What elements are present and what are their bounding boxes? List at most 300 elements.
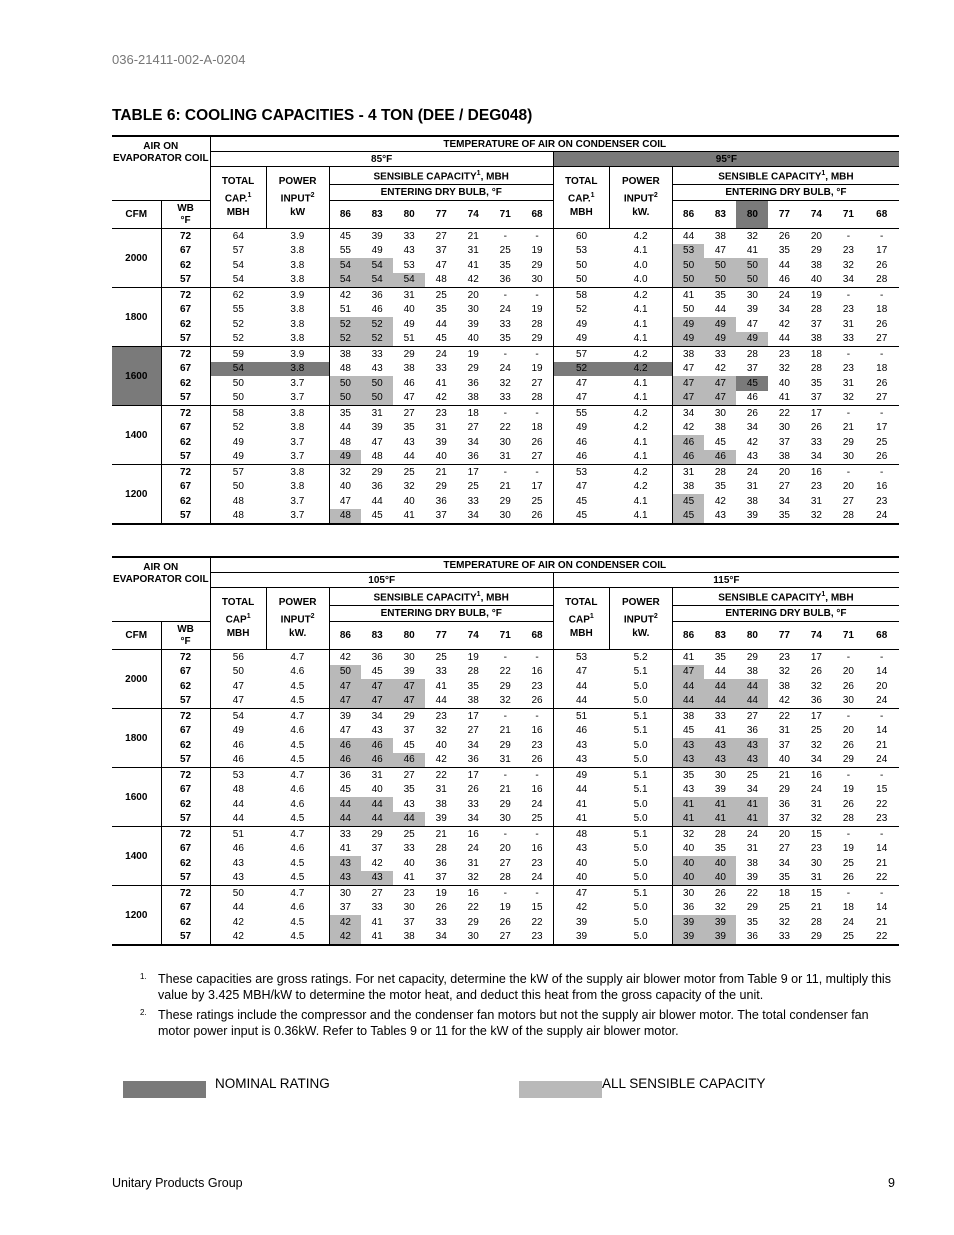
- right-cell: 47: [672, 376, 704, 391]
- left-cell: 34: [457, 812, 489, 827]
- left-cell: 38: [457, 391, 489, 406]
- right-cell: 20: [876, 680, 888, 692]
- left-cell: -: [503, 466, 507, 478]
- right-cell: 19: [810, 289, 822, 301]
- left-cell: 43: [329, 856, 361, 871]
- right-cell: 34: [800, 753, 832, 768]
- right-cell: 5.1: [633, 666, 648, 678]
- right-cell: 5.0: [609, 694, 672, 709]
- table-row: [112, 509, 899, 525]
- right-cell: 40: [768, 753, 800, 768]
- right-cell: 23: [842, 304, 854, 316]
- left-cell: 36: [457, 753, 489, 768]
- left-cell: 3.8: [290, 318, 305, 330]
- right-db-5: 71: [832, 622, 864, 650]
- left-cell: 4.7: [290, 887, 305, 899]
- right-cell: 53: [553, 650, 609, 665]
- left-cell: 46: [329, 738, 361, 753]
- right-cell: 42: [746, 436, 758, 448]
- left-cell: 42: [210, 915, 266, 930]
- right-cell: 38: [714, 422, 726, 434]
- left-cell: 44: [329, 421, 361, 436]
- wb-value: 72: [161, 406, 210, 421]
- left-cell: 3.8: [290, 259, 305, 271]
- right-cell: 23: [842, 245, 854, 257]
- wb-value: 72: [161, 768, 210, 783]
- left-cell: 35: [499, 259, 511, 271]
- table-row: [112, 480, 899, 495]
- left-cell: 54: [329, 258, 361, 273]
- right-cell: 47: [672, 391, 704, 406]
- left-cell: 35: [329, 406, 361, 421]
- document-number: 036-21411-002-A-0204: [112, 52, 246, 67]
- right-db-0: 86: [672, 201, 704, 229]
- left-cell: 35: [403, 422, 415, 434]
- left-cell: 43: [210, 856, 266, 871]
- right-cell: 53: [553, 244, 609, 259]
- left-cell: 19: [531, 245, 543, 257]
- left-cell: 40: [403, 857, 415, 869]
- right-cell: 38: [746, 857, 758, 869]
- left-db-6: 68: [521, 622, 553, 650]
- left-cell: 24: [499, 304, 511, 316]
- left-cell: 33: [371, 902, 383, 914]
- wb-header: WB °F: [161, 622, 210, 650]
- right-temp-label: 115°F: [713, 574, 740, 586]
- left-cell: 35: [467, 680, 479, 692]
- right-db-4: 74: [800, 201, 832, 229]
- left-cell: 21: [499, 725, 511, 737]
- right-cell: 20: [842, 725, 854, 737]
- left-cell: 42: [210, 930, 266, 946]
- cfm-header: CFM: [112, 201, 161, 229]
- left-cell: 17: [467, 466, 479, 478]
- left-cell: 4.5: [266, 694, 329, 709]
- left-cell: 38: [403, 363, 415, 375]
- right-cell: 44: [704, 679, 736, 694]
- left-cell: 32: [403, 481, 415, 493]
- left-cell: 27: [403, 407, 415, 419]
- right-cell: 50: [553, 258, 609, 273]
- left-cell: 28: [531, 318, 543, 330]
- right-cell: 44: [672, 229, 704, 244]
- right-cell: 26: [714, 887, 726, 899]
- right-cell: 32: [800, 812, 832, 827]
- left-cell: 36: [435, 495, 447, 507]
- cfm-value: 1400: [112, 406, 161, 465]
- left-cell: 37: [371, 843, 383, 855]
- right-cell: 23: [778, 348, 790, 360]
- wb-value: 62: [161, 797, 210, 812]
- left-cell: 44: [329, 812, 361, 827]
- right-cell: 39: [672, 930, 704, 946]
- left-cell: 44: [210, 797, 266, 812]
- wb-value: 57: [161, 450, 210, 465]
- left-cell: 39: [435, 436, 447, 448]
- left-cell: 47: [371, 436, 383, 448]
- right-temp-label: 95°F: [715, 153, 737, 165]
- air-on-label: AIR ON EVAPORATOR COIL: [113, 562, 209, 585]
- left-cell: 42: [329, 930, 361, 946]
- table-row: [112, 886, 899, 901]
- left-cell: 45: [371, 666, 383, 678]
- left-cell: 47: [329, 679, 361, 694]
- left-cell: 29: [499, 680, 511, 692]
- left-cell: -: [535, 828, 539, 840]
- left-cell: 4.6: [290, 666, 305, 678]
- header-spacer: [112, 185, 210, 201]
- right-cell: 43: [704, 738, 736, 753]
- left-db-2: 80: [393, 622, 425, 650]
- left-cell: 40: [329, 480, 361, 495]
- cfm-value: 1600: [112, 768, 161, 827]
- right-cell: 4.1: [609, 450, 672, 465]
- left-db-5: 71: [489, 622, 521, 650]
- left-cell: 26: [531, 436, 543, 448]
- right-cell: 5.0: [633, 902, 648, 914]
- right-cell: 39: [672, 915, 704, 930]
- left-temp-label: 105°F: [368, 574, 396, 586]
- left-cell: 45: [425, 332, 457, 347]
- left-cell: 44: [361, 812, 393, 827]
- right-cell: 44: [553, 694, 609, 709]
- right-cell: 49: [704, 317, 736, 332]
- left-entering-db-header: [329, 185, 553, 201]
- left-cell: 29: [499, 798, 511, 810]
- left-cell: -: [503, 769, 507, 781]
- table-row: [112, 303, 899, 318]
- left-cell: 41: [435, 680, 447, 692]
- right-cell: 21: [876, 739, 888, 751]
- right-cell: 49: [553, 317, 609, 332]
- left-cell: 38: [329, 347, 361, 362]
- right-cell: 35: [714, 481, 726, 493]
- left-cell: -: [503, 887, 507, 899]
- right-cell: 43: [714, 510, 726, 522]
- right-cell: 50: [736, 273, 768, 288]
- right-cell: 35: [714, 651, 726, 663]
- right-cell: 4.2: [633, 289, 648, 301]
- left-cell: 48: [329, 362, 361, 377]
- left-cell: 3.9: [290, 348, 305, 360]
- right-cell: 35: [714, 289, 726, 301]
- right-cell: 44: [778, 259, 790, 271]
- left-cell: 29: [435, 481, 447, 493]
- right-cell: 19: [842, 843, 854, 855]
- left-cell: 34: [467, 436, 479, 448]
- right-cell: 5.1: [633, 710, 648, 722]
- table-title: TABLE 6: COOLING CAPACITIES - 4 TON (DEE / DEG048): [112, 107, 533, 124]
- right-cell: -: [880, 289, 884, 301]
- left-cell: 4.7: [290, 769, 305, 781]
- left-cell: 30: [499, 510, 511, 522]
- right-cell: 31: [746, 481, 758, 493]
- table-row: [112, 317, 899, 332]
- right-cell: 42: [778, 318, 790, 330]
- right-cell: 21: [876, 857, 888, 869]
- right-cell: 28: [810, 304, 822, 316]
- right-cell: 44: [736, 679, 768, 694]
- left-cell: 24: [435, 348, 447, 360]
- right-db-3: 77: [768, 201, 800, 229]
- right-cell: 42: [672, 421, 704, 436]
- left-cell: 22: [531, 916, 543, 928]
- left-cell: 18: [531, 422, 543, 434]
- right-cell: 28: [746, 348, 758, 360]
- right-cell: -: [846, 289, 851, 301]
- table-row: [112, 347, 899, 362]
- left-cell: 4.7: [290, 710, 305, 722]
- right-cell: 30: [714, 407, 726, 419]
- left-cell: 40: [435, 739, 447, 751]
- right-cell: 39: [553, 930, 609, 946]
- right-temp-header: [553, 152, 899, 167]
- right-cell: 17: [810, 710, 822, 722]
- left-cell: 26: [521, 753, 553, 768]
- right-db-0: 86: [672, 622, 704, 650]
- right-cell: 40: [553, 856, 609, 871]
- left-cell: 33: [435, 916, 447, 928]
- right-cell: 47: [553, 376, 609, 391]
- right-cell: -: [846, 828, 851, 840]
- left-cell: -: [535, 651, 539, 663]
- right-cell: 57: [553, 347, 609, 362]
- left-temp-header: [210, 152, 553, 167]
- left-total-cap-header: TOTAL CAP$^1$ MBH: [210, 588, 266, 650]
- left-cell: 27: [531, 377, 543, 389]
- table-row: [112, 435, 899, 450]
- left-cell: 52: [210, 317, 266, 332]
- table-row: [112, 842, 899, 857]
- right-cell: 4.1: [633, 318, 648, 330]
- left-cell: 30: [499, 436, 511, 448]
- left-cell: 3.8: [290, 422, 305, 434]
- right-cell: 25: [746, 769, 758, 781]
- left-cell: 34: [467, 510, 479, 522]
- left-cell: -: [503, 348, 507, 360]
- right-cell: 5.1: [633, 887, 648, 899]
- right-cell: 46: [553, 724, 609, 739]
- left-cell: 33: [435, 666, 447, 678]
- right-cell: 37: [800, 391, 832, 406]
- left-cell: 31: [371, 407, 383, 419]
- right-cell: 29: [832, 753, 864, 768]
- right-cell: 41: [553, 812, 609, 827]
- left-cell: 32: [435, 725, 447, 737]
- right-cell: 47: [704, 376, 736, 391]
- left-cell: 28: [467, 666, 479, 678]
- left-cell: 50: [210, 376, 266, 391]
- left-cell: 52: [329, 332, 361, 347]
- right-cell: 41: [714, 725, 726, 737]
- left-cell: -: [503, 289, 507, 301]
- left-cell: 56: [210, 650, 266, 665]
- left-cell: 32: [489, 694, 521, 709]
- left-cell: 29: [403, 710, 415, 722]
- wb-value: 67: [161, 901, 210, 916]
- left-cell: 24: [467, 843, 479, 855]
- right-cell: 45: [736, 376, 768, 391]
- left-cell: 36: [371, 651, 383, 663]
- left-cell: 64: [210, 229, 266, 244]
- right-cell: 40: [672, 842, 704, 857]
- left-cell: 29: [467, 363, 479, 375]
- right-cell: 36: [800, 694, 832, 709]
- left-cell: 40: [371, 784, 383, 796]
- left-cell: 45: [329, 783, 361, 798]
- right-cell: -: [846, 769, 851, 781]
- right-cell: 49: [704, 332, 736, 347]
- right-cell: 37: [746, 363, 758, 375]
- right-cell: 42: [714, 495, 726, 507]
- left-cell: 29: [521, 332, 553, 347]
- right-cell: 34: [778, 495, 790, 507]
- right-cell: 41: [704, 797, 736, 812]
- left-cell: 40: [403, 304, 415, 316]
- left-cell: 20: [499, 843, 511, 855]
- right-cell: 4.1: [633, 436, 648, 448]
- left-cell: 48: [361, 450, 393, 465]
- left-cell: 3.7: [290, 510, 305, 522]
- right-cell: 46: [553, 450, 609, 465]
- right-cell: 27: [778, 843, 790, 855]
- right-cell: 44: [704, 694, 736, 709]
- right-cell: 42: [714, 363, 726, 375]
- right-sensible-header: SENSIBLE CAPACITY$^1$, MBH: [672, 588, 899, 606]
- right-cell: 45: [672, 724, 704, 739]
- wb-value: 67: [161, 421, 210, 436]
- left-cell: 35: [403, 784, 415, 796]
- right-cell: 39: [704, 915, 736, 930]
- right-cell: -: [880, 407, 884, 419]
- left-cell: 29: [371, 828, 383, 840]
- right-cell: 46: [768, 273, 800, 288]
- left-cell: 33: [403, 843, 415, 855]
- left-cell: 52: [210, 332, 266, 347]
- right-cell: 29: [746, 651, 758, 663]
- left-cell: 46: [329, 753, 361, 768]
- cfm-value: 1400: [112, 827, 161, 886]
- wb-value: 72: [161, 229, 210, 244]
- left-cell: 23: [435, 407, 447, 419]
- left-cell: 27: [499, 931, 511, 943]
- left-cell: 50: [210, 665, 266, 680]
- right-cell: 28: [714, 466, 726, 478]
- right-cell: 29: [746, 902, 758, 914]
- air-on-evaporator-header: [112, 557, 210, 606]
- wb-value: 57: [161, 273, 210, 288]
- wb-value: 72: [161, 288, 210, 303]
- left-cell: 21: [467, 230, 479, 242]
- right-cell: 49: [672, 332, 704, 347]
- right-cell: 48: [553, 827, 609, 842]
- left-cell: 43: [403, 798, 415, 810]
- right-cell: 4.2: [609, 362, 672, 377]
- table-row: [112, 362, 899, 377]
- right-cell: 31: [842, 318, 854, 330]
- left-cell: 41: [329, 842, 361, 857]
- right-cell: 38: [746, 666, 758, 678]
- wb-value: 72: [161, 709, 210, 724]
- right-cell: 24: [746, 466, 758, 478]
- left-cell: 31: [467, 857, 479, 869]
- left-cell: 45: [403, 739, 415, 751]
- right-total-cap-header: TOTAL CAP$^1$ MBH: [553, 588, 609, 650]
- right-cell: 40: [672, 871, 704, 886]
- left-cell: 16: [531, 725, 543, 737]
- left-cell: 31: [489, 450, 521, 465]
- right-cell: 4.2: [633, 348, 648, 360]
- right-cell: 27: [842, 495, 854, 507]
- table-row: [112, 783, 899, 798]
- right-sensible-header: SENSIBLE CAPACITY$^1$, MBH: [672, 167, 899, 185]
- right-cell: 23: [842, 363, 854, 375]
- left-cell: 4.5: [290, 680, 305, 692]
- right-cell: 37: [768, 812, 800, 827]
- table-row: [112, 856, 899, 871]
- left-cell: 41: [371, 916, 383, 928]
- left-cell: 27: [371, 887, 383, 899]
- left-cell: 24: [521, 871, 553, 886]
- right-cell: 4.1: [633, 245, 648, 257]
- right-db-1: 83: [704, 201, 736, 229]
- left-cell: 23: [531, 857, 543, 869]
- left-cell: 19: [467, 651, 479, 663]
- left-cell: 44: [435, 318, 447, 330]
- right-cell: 16: [810, 466, 822, 478]
- right-cell: 38: [672, 709, 704, 724]
- left-db-1: 83: [361, 201, 393, 229]
- right-cell: 26: [810, 422, 822, 434]
- right-cell: 47: [553, 480, 609, 495]
- table-row: [112, 650, 899, 665]
- left-cell: 46: [403, 377, 415, 389]
- left-cell: 22: [499, 666, 511, 678]
- right-cell: 28: [714, 828, 726, 840]
- right-cell: 22: [746, 887, 758, 899]
- right-cell: -: [846, 710, 851, 722]
- footnotes: [112, 971, 899, 1043]
- wb-value: 62: [161, 258, 210, 273]
- left-cell: 31: [489, 753, 521, 768]
- left-cell: 25: [403, 466, 415, 478]
- left-cell: 27: [403, 769, 415, 781]
- right-cell: -: [880, 887, 884, 899]
- right-cell: 31: [746, 843, 758, 855]
- left-cell: 23: [531, 931, 543, 943]
- left-sensible-header: SENSIBLE CAPACITY$^1$, MBH: [329, 588, 553, 606]
- left-cell: 36: [371, 481, 383, 493]
- left-cell: 31: [467, 245, 479, 257]
- left-cell: 33: [489, 391, 521, 406]
- right-cell: 41: [672, 812, 704, 827]
- left-cell: 43: [210, 871, 266, 886]
- left-cell: 44: [329, 797, 361, 812]
- right-db-2: 80: [736, 201, 768, 229]
- left-cell: 52: [361, 332, 393, 347]
- table-row: [112, 679, 899, 694]
- right-cell: 4.1: [609, 332, 672, 347]
- cooling-capacity-table-2: [112, 556, 899, 946]
- left-cell: 50: [210, 886, 266, 901]
- right-cell: 39: [553, 915, 609, 930]
- wb-header: WB °F: [161, 201, 210, 229]
- right-cell: -: [880, 466, 884, 478]
- left-cell: 54: [361, 273, 393, 288]
- right-cell: -: [880, 769, 884, 781]
- left-cell: 44: [393, 450, 425, 465]
- left-cell: 54: [329, 273, 361, 288]
